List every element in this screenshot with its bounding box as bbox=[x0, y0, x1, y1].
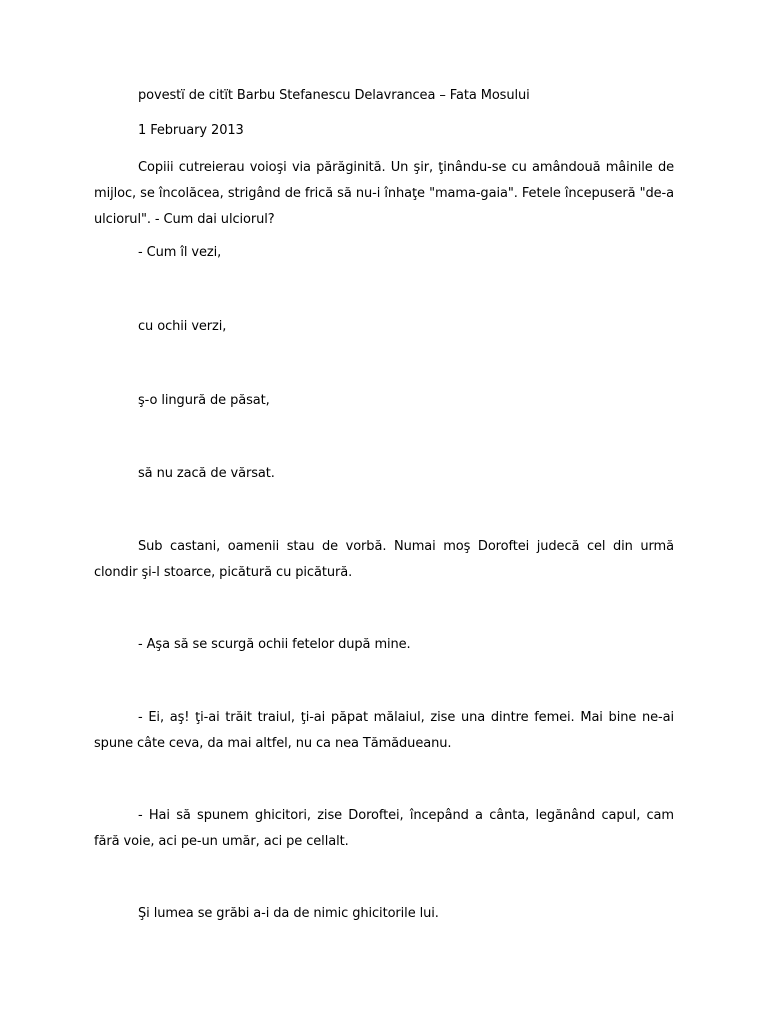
paragraph-6: Sub castani, oamenii stau de vorbă. Numai moş Doroftei judecă cel din urmă clondir şi-l stoarce, picătură cu picătură. bbox=[94, 539, 674, 580]
paragraph-7: - Aşa să se scurgă ochii fetelor după mine. bbox=[138, 637, 411, 652]
paragraph-3: cu ochii verzi, bbox=[138, 319, 227, 334]
paragraph-1: Copiii cutreierau voioşi via părăginită. Un şir, ţinându-se cu amândouă mâinile de mijloc, se încolăcea, strigând de frică să nu-i înhaţe "mama-gaia". Fetele începuseră "de-a ulciorul". - Cum dai ulciorul? bbox=[94, 160, 674, 227]
paragraph-10: Şi lumea se grăbi a-i da de nimic ghicitorile lui. bbox=[138, 906, 439, 921]
paragraph-5: să nu zacă de vărsat. bbox=[138, 466, 275, 481]
document-date: 1 February 2013 bbox=[138, 123, 244, 138]
paragraph-8: - Ei, aş! ţi-ai trăit traiul, ţi-ai păpat mălaiul, zise una dintre femei. Mai bine ne-ai spune câte ceva, da mai altfel, nu ca nea Tămădueanu. bbox=[94, 710, 674, 751]
paragraph-4: ş-o lingură de păsat, bbox=[138, 393, 270, 408]
paragraph-2: - Cum îl vezi, bbox=[138, 245, 222, 260]
document-title-line: povestї de citїt Barbu Stefanescu Delavrancea – Fata Mosului bbox=[138, 88, 530, 103]
paragraph-9: - Hai să spunem ghicitori, zise Doroftei, începând a cânta, legănând capul, cam fără voie, aci pe-un umăr, aci pe cellalt. bbox=[94, 808, 674, 849]
